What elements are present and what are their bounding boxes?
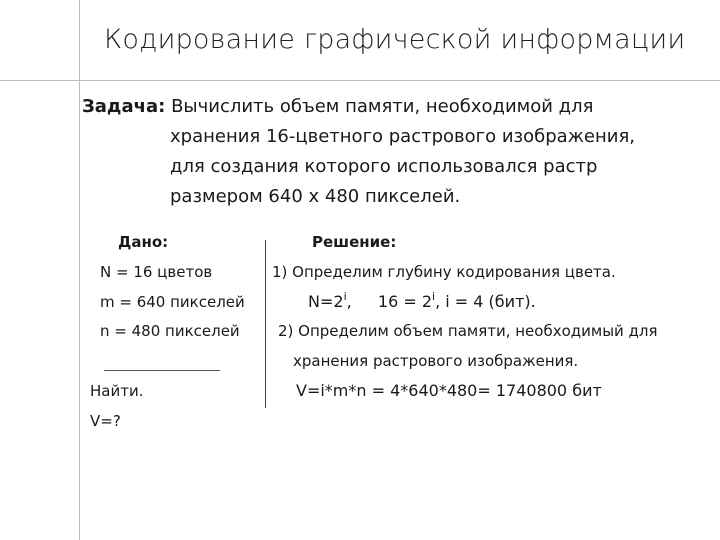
formula-a-exponent: i (343, 290, 347, 303)
formula-b-exponent: i (432, 290, 436, 303)
find-label: Найти. (90, 382, 144, 400)
slide-title: Кодирование графической информации (104, 24, 686, 55)
formula-a-tail: , (346, 292, 352, 311)
task-line-3: для создания которого использовался растр (170, 156, 598, 177)
task-label: Задача: (82, 96, 166, 117)
given-m: m = 640 пикселей (100, 293, 245, 311)
solution-step-1: 1) Определим глубину кодирования цвета. (272, 263, 616, 281)
given-n-colors: N = 16 цветов (100, 263, 213, 281)
task-text-1: Вычислить объем памяти, необходимой для (171, 96, 594, 117)
given-n: n = 480 пикселей (100, 322, 240, 340)
formula-a: N=2 (308, 292, 344, 311)
task-line-4: размером 640 х 480 пикселей. (170, 186, 461, 207)
left-guide-line (79, 0, 80, 540)
given-heading: Дано: (118, 233, 169, 251)
solution-formula (308, 292, 536, 311)
find-value: V=? (90, 412, 121, 430)
given-underline (104, 370, 220, 371)
solution-heading: Решение: (312, 233, 397, 251)
solution-step-2-line-2: хранения растрового изображения. (293, 352, 579, 370)
task-line-2: хранения 16-цветного растрового изображения, (170, 126, 635, 147)
formula-b: 16 = 2 (377, 292, 433, 311)
task-line-1 (82, 96, 593, 117)
column-divider (265, 240, 266, 408)
solution-result: V=i*m*n = 4*640*480= 1740800 бит (296, 381, 602, 400)
formula-b-tail: , i = 4 (бит). (435, 292, 536, 311)
title-separator (0, 80, 720, 81)
solution-step-2-line-1: 2) Определим объем памяти, необходимый для (278, 322, 658, 340)
